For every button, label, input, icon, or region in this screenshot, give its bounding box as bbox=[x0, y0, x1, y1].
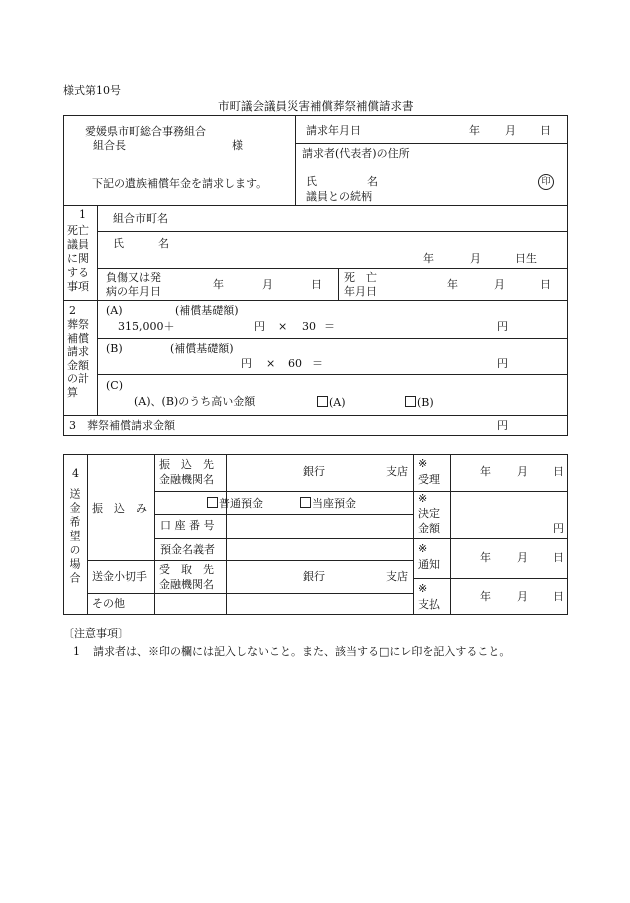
birth-month: 月 bbox=[470, 252, 481, 265]
death-year: 年 bbox=[447, 278, 458, 291]
municipality-label: 組合市町名 bbox=[113, 212, 168, 225]
seal-mark: 印 bbox=[538, 174, 554, 190]
claimant-name-label-1: 氏 bbox=[306, 175, 317, 188]
paid-label: 支払 bbox=[418, 598, 440, 611]
calc-b-basis: (補償基礎額) bbox=[170, 342, 234, 355]
relation-label: 議員との続柄 bbox=[306, 190, 372, 203]
current-deposit-option[interactable]: 当座預金 bbox=[300, 497, 356, 509]
calc-c-option-b[interactable]: (B) bbox=[405, 396, 434, 408]
injury-label-2: 病の年月日 bbox=[106, 285, 161, 298]
office-mark-3: ※ bbox=[418, 542, 428, 555]
section1-label: 死亡議員に関する事項 bbox=[67, 224, 89, 293]
claim-day: 日 bbox=[540, 124, 551, 137]
checkbox-current[interactable] bbox=[300, 497, 311, 508]
decided-label-1: 決定 bbox=[418, 507, 440, 520]
notes-heading: 〔注意事項〕 bbox=[63, 627, 129, 640]
injury-label-1: 負傷又は発 bbox=[106, 271, 161, 284]
calc-b-result-yen: 円 bbox=[497, 357, 508, 370]
request-statement: 下記の遺族補償年金を請求します。 bbox=[92, 177, 268, 190]
birth-day: 日生 bbox=[515, 252, 537, 265]
checkbox-a[interactable] bbox=[317, 396, 328, 407]
checkbox-ordinary[interactable] bbox=[207, 497, 218, 508]
notified-day: 日 bbox=[553, 551, 564, 564]
received-month: 月 bbox=[517, 465, 528, 478]
calc-a-result-yen: 円 bbox=[497, 320, 508, 333]
addressee-head: 組合長 bbox=[93, 139, 126, 152]
received-label: 受理 bbox=[418, 473, 440, 486]
remittance-check-label: 送金小切手 bbox=[92, 570, 147, 583]
calc-b-equals: ＝ bbox=[312, 357, 323, 370]
notified-year: 年 bbox=[480, 551, 491, 564]
death-month: 月 bbox=[494, 278, 505, 291]
section2-number: 2 bbox=[69, 304, 76, 317]
claim-year: 年 bbox=[469, 124, 480, 137]
deceased-name-label-2: 名 bbox=[158, 237, 169, 250]
account-number-label: 口 座 番 号 bbox=[160, 519, 215, 532]
recv-dest-label-1: 受 取 先 bbox=[159, 563, 214, 576]
paid-year: 年 bbox=[480, 590, 491, 603]
branch-suffix-2: 支店 bbox=[386, 570, 408, 583]
bank-dest-label-1: 振 込 先 bbox=[159, 458, 214, 471]
death-day: 日 bbox=[540, 278, 551, 291]
birth-year: 年 bbox=[423, 252, 434, 265]
other-label: その他 bbox=[92, 597, 125, 610]
calc-b-factor: 60 bbox=[288, 357, 302, 370]
calc-b-times: × bbox=[266, 357, 276, 370]
claim-month: 月 bbox=[505, 124, 516, 137]
calc-a-label: (A) bbox=[106, 304, 123, 317]
calc-b-yen: 円 bbox=[241, 357, 252, 370]
calc-b-label: (B) bbox=[106, 342, 123, 355]
calc-a-factor: 30 bbox=[302, 320, 316, 333]
checkbox-b[interactable] bbox=[405, 396, 416, 407]
remit-table bbox=[63, 454, 568, 615]
injury-year: 年 bbox=[213, 278, 224, 291]
calc-c-label: (C) bbox=[106, 379, 123, 392]
notified-label: 通知 bbox=[418, 558, 440, 571]
paid-month: 月 bbox=[517, 590, 528, 603]
transfer-label: 振 込 み bbox=[92, 502, 147, 515]
account-holder-label: 預金名義者 bbox=[160, 543, 215, 556]
received-year: 年 bbox=[480, 465, 491, 478]
calc-a-prefix: 315,000＋ bbox=[118, 320, 175, 333]
decided-label-2: 金額 bbox=[418, 522, 440, 535]
decided-yen: 円 bbox=[553, 522, 564, 535]
calc-a-equals: ＝ bbox=[324, 320, 335, 333]
claimant-name-label-2: 名 bbox=[367, 175, 378, 188]
received-day: 日 bbox=[553, 465, 564, 478]
ordinary-deposit-option[interactable]: 普通預金 bbox=[207, 497, 263, 509]
calc-c-text: (A)、(B)のうち高い金額 bbox=[134, 395, 256, 408]
office-mark-1: ※ bbox=[418, 457, 428, 470]
claimant-address-label: 請求者(代表者)の住所 bbox=[302, 147, 410, 160]
deceased-name-label-1: 氏 bbox=[113, 237, 124, 250]
paid-day: 日 bbox=[553, 590, 564, 603]
calc-a-yen: 円 bbox=[254, 320, 265, 333]
addressee-honorific: 様 bbox=[232, 139, 243, 152]
remit-label: 送金希望の場合 bbox=[68, 488, 81, 586]
section1-number: 1 bbox=[79, 208, 86, 221]
bank-suffix-2: 銀行 bbox=[303, 570, 325, 583]
death-label-1: 死 亡 bbox=[344, 271, 377, 284]
form-number: 様式第10号 bbox=[63, 84, 121, 97]
calc-c-option-a[interactable]: (A) bbox=[317, 396, 346, 408]
calc-a-times: × bbox=[278, 320, 288, 333]
section2-label: 葬祭補償請求金額の計算 bbox=[67, 318, 89, 399]
injury-month: 月 bbox=[262, 278, 273, 291]
section3-yen: 円 bbox=[497, 419, 508, 432]
form-title: 市町議会議員災害補償葬祭補償請求書 bbox=[218, 99, 414, 113]
calc-a-basis: (補償基礎額) bbox=[175, 304, 239, 317]
section3-label: 3 葬祭補償請求金額 bbox=[69, 419, 175, 432]
addressee-org: 愛媛県市町総合事務組合 bbox=[85, 125, 206, 138]
branch-suffix: 支店 bbox=[386, 465, 408, 478]
remit-number: 4 bbox=[72, 467, 79, 480]
death-label-2: 年月日 bbox=[344, 285, 377, 298]
notified-month: 月 bbox=[517, 551, 528, 564]
bank-dest-label-2: 金融機関名 bbox=[159, 473, 214, 486]
bank-suffix: 銀行 bbox=[303, 465, 325, 478]
claim-date-label: 請求年月日 bbox=[306, 124, 361, 137]
note-1-text: 請求者は、※印の欄には記入しないこと。また、該当する□にレ印を記入すること。 bbox=[93, 645, 511, 658]
injury-day: 日 bbox=[311, 278, 322, 291]
office-mark-4: ※ bbox=[418, 582, 428, 595]
note-1-number: 1 bbox=[73, 645, 80, 658]
office-mark-2: ※ bbox=[418, 492, 428, 505]
recv-dest-label-2: 金融機関名 bbox=[159, 578, 214, 591]
